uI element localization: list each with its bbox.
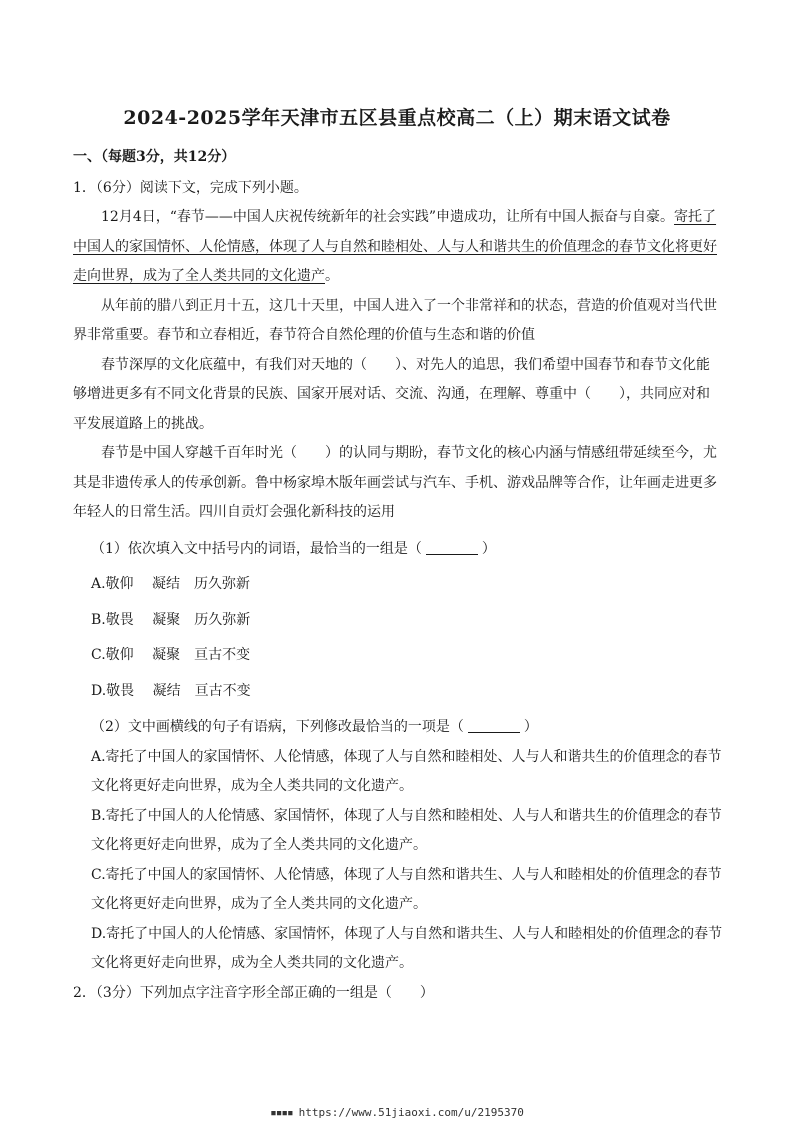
exam-title: 2024-2025学年天津市五区县重点校高二（上）期末语文试卷 bbox=[123, 107, 671, 129]
option-1a: A.敬仰 凝结 历久弥新 bbox=[91, 576, 251, 592]
option-2d: D.寄托了中国人的人伦情感、家国情怀，体现了人与自然和谐共生、人与人和睦相处的价值理念的春节文化将更好走向世界，成为全人类共同的文化遗产。 bbox=[91, 925, 723, 971]
passage-paragraph-3: 春节深厚的文化底蕴中，有我们对天地的（ ）、对先人的追思，我们希望中国春节和春节文化能够增进更多有不同文化背景的民族、国家开展对话、交流、沟通，在理解、尊重中（ ），共同应对和平发展道路上的挑战。 bbox=[73, 356, 710, 432]
option-1b: B.敬畏 凝聚 历久弥新 bbox=[91, 611, 251, 628]
page-footer bbox=[0, 1106, 794, 1119]
section-heading: 一、（每题3分，共12分） bbox=[73, 149, 236, 165]
question-2: 2．（3分）下列加点字注音字形全部正确的一组是（ ） bbox=[73, 984, 434, 1001]
answer-blank[interactable] bbox=[468, 718, 520, 733]
sub-question-1 bbox=[73, 535, 723, 565]
sub-question-2 bbox=[73, 713, 723, 743]
paragraph-1-end: 。 bbox=[325, 268, 339, 284]
paragraph-1-start: 12月4日，“春节——中国人庆祝传统新年的社会实践”申遗成功，让所有中国人振奋与自豪。 bbox=[101, 209, 675, 225]
underlined-sentence: 寄托了中国人的家国情怀、人伦情感，体现了人与自然和睦相处、人与人和谐共生的价值理念的春节文化将更好走向世界，成为了全人类共同的文化遗产 bbox=[73, 209, 717, 284]
option-2b: B.寄托了中国人的人伦情感、家国情怀，体现了人与自然和睦相处、人与人和谐共生的价值理念的春节文化将更好走向世界，成为了全人类共同的文化遗产。 bbox=[91, 807, 722, 853]
passage-paragraph-1 bbox=[73, 203, 723, 292]
question-1-intro: 1．（6分）阅读下文，完成下列小题。 bbox=[73, 179, 308, 196]
sub-question-1-text: （1）依次填入文中括号内的词语，最恰当的一组是（ bbox=[91, 540, 422, 557]
exam-content bbox=[73, 143, 723, 1008]
footer-marks: ▪▪▪▪ bbox=[270, 1106, 293, 1119]
option-2a: A.寄托了中国人的家国情怀、人伦情感，体现了人与自然和睦相处、人与人和谐共生的价值理念的春节文化将更好走向世界，成为全人类共同的文化遗产。 bbox=[91, 748, 722, 794]
passage-paragraph-2: 从年前的腊八到正月十五，这几十天里，中国人进入了一个非常祥和的状态，营造的价值观对当代世界非常重要。春节和立春相近，春节符合自然伦理的价值与生态和谐的价值 bbox=[73, 297, 717, 343]
sub-question-2-close: ） bbox=[523, 719, 538, 735]
passage-paragraph-4: 春节是中国人穿越千百年时光（ ）的认同与期盼，春节文化的核心内涵与情感纽带延续至今，尤其是非遗传承人的传承创新。鲁中杨家埠木版年画尝试与汽车、手机、游戏品牌等合作，让年画走进更多年轻人的日常生活。四川自贡灯会强化新科技的运用 bbox=[73, 445, 717, 520]
answer-blank[interactable] bbox=[426, 540, 478, 555]
option-2c: C.寄托了中国人的家国情怀、人伦情感，体现了人与自然和谐共生、人与人和睦相处的价值理念的春节文化将更好走向世界，成为了全人类共同的文化遗产。 bbox=[91, 866, 722, 912]
footer-url[interactable]: https://www.51jiaoxi.com/u/2195370 bbox=[298, 1106, 524, 1119]
option-1c: C.敬仰 凝聚 亘古不变 bbox=[91, 647, 251, 663]
option-1d: D.敬畏 凝结 亘古不变 bbox=[91, 682, 251, 699]
sub-question-2-text: （2）文中画横线的句子有语病，下列修改最恰当的一项是（ bbox=[91, 719, 464, 735]
sub-question-1-close: ） bbox=[481, 540, 496, 557]
